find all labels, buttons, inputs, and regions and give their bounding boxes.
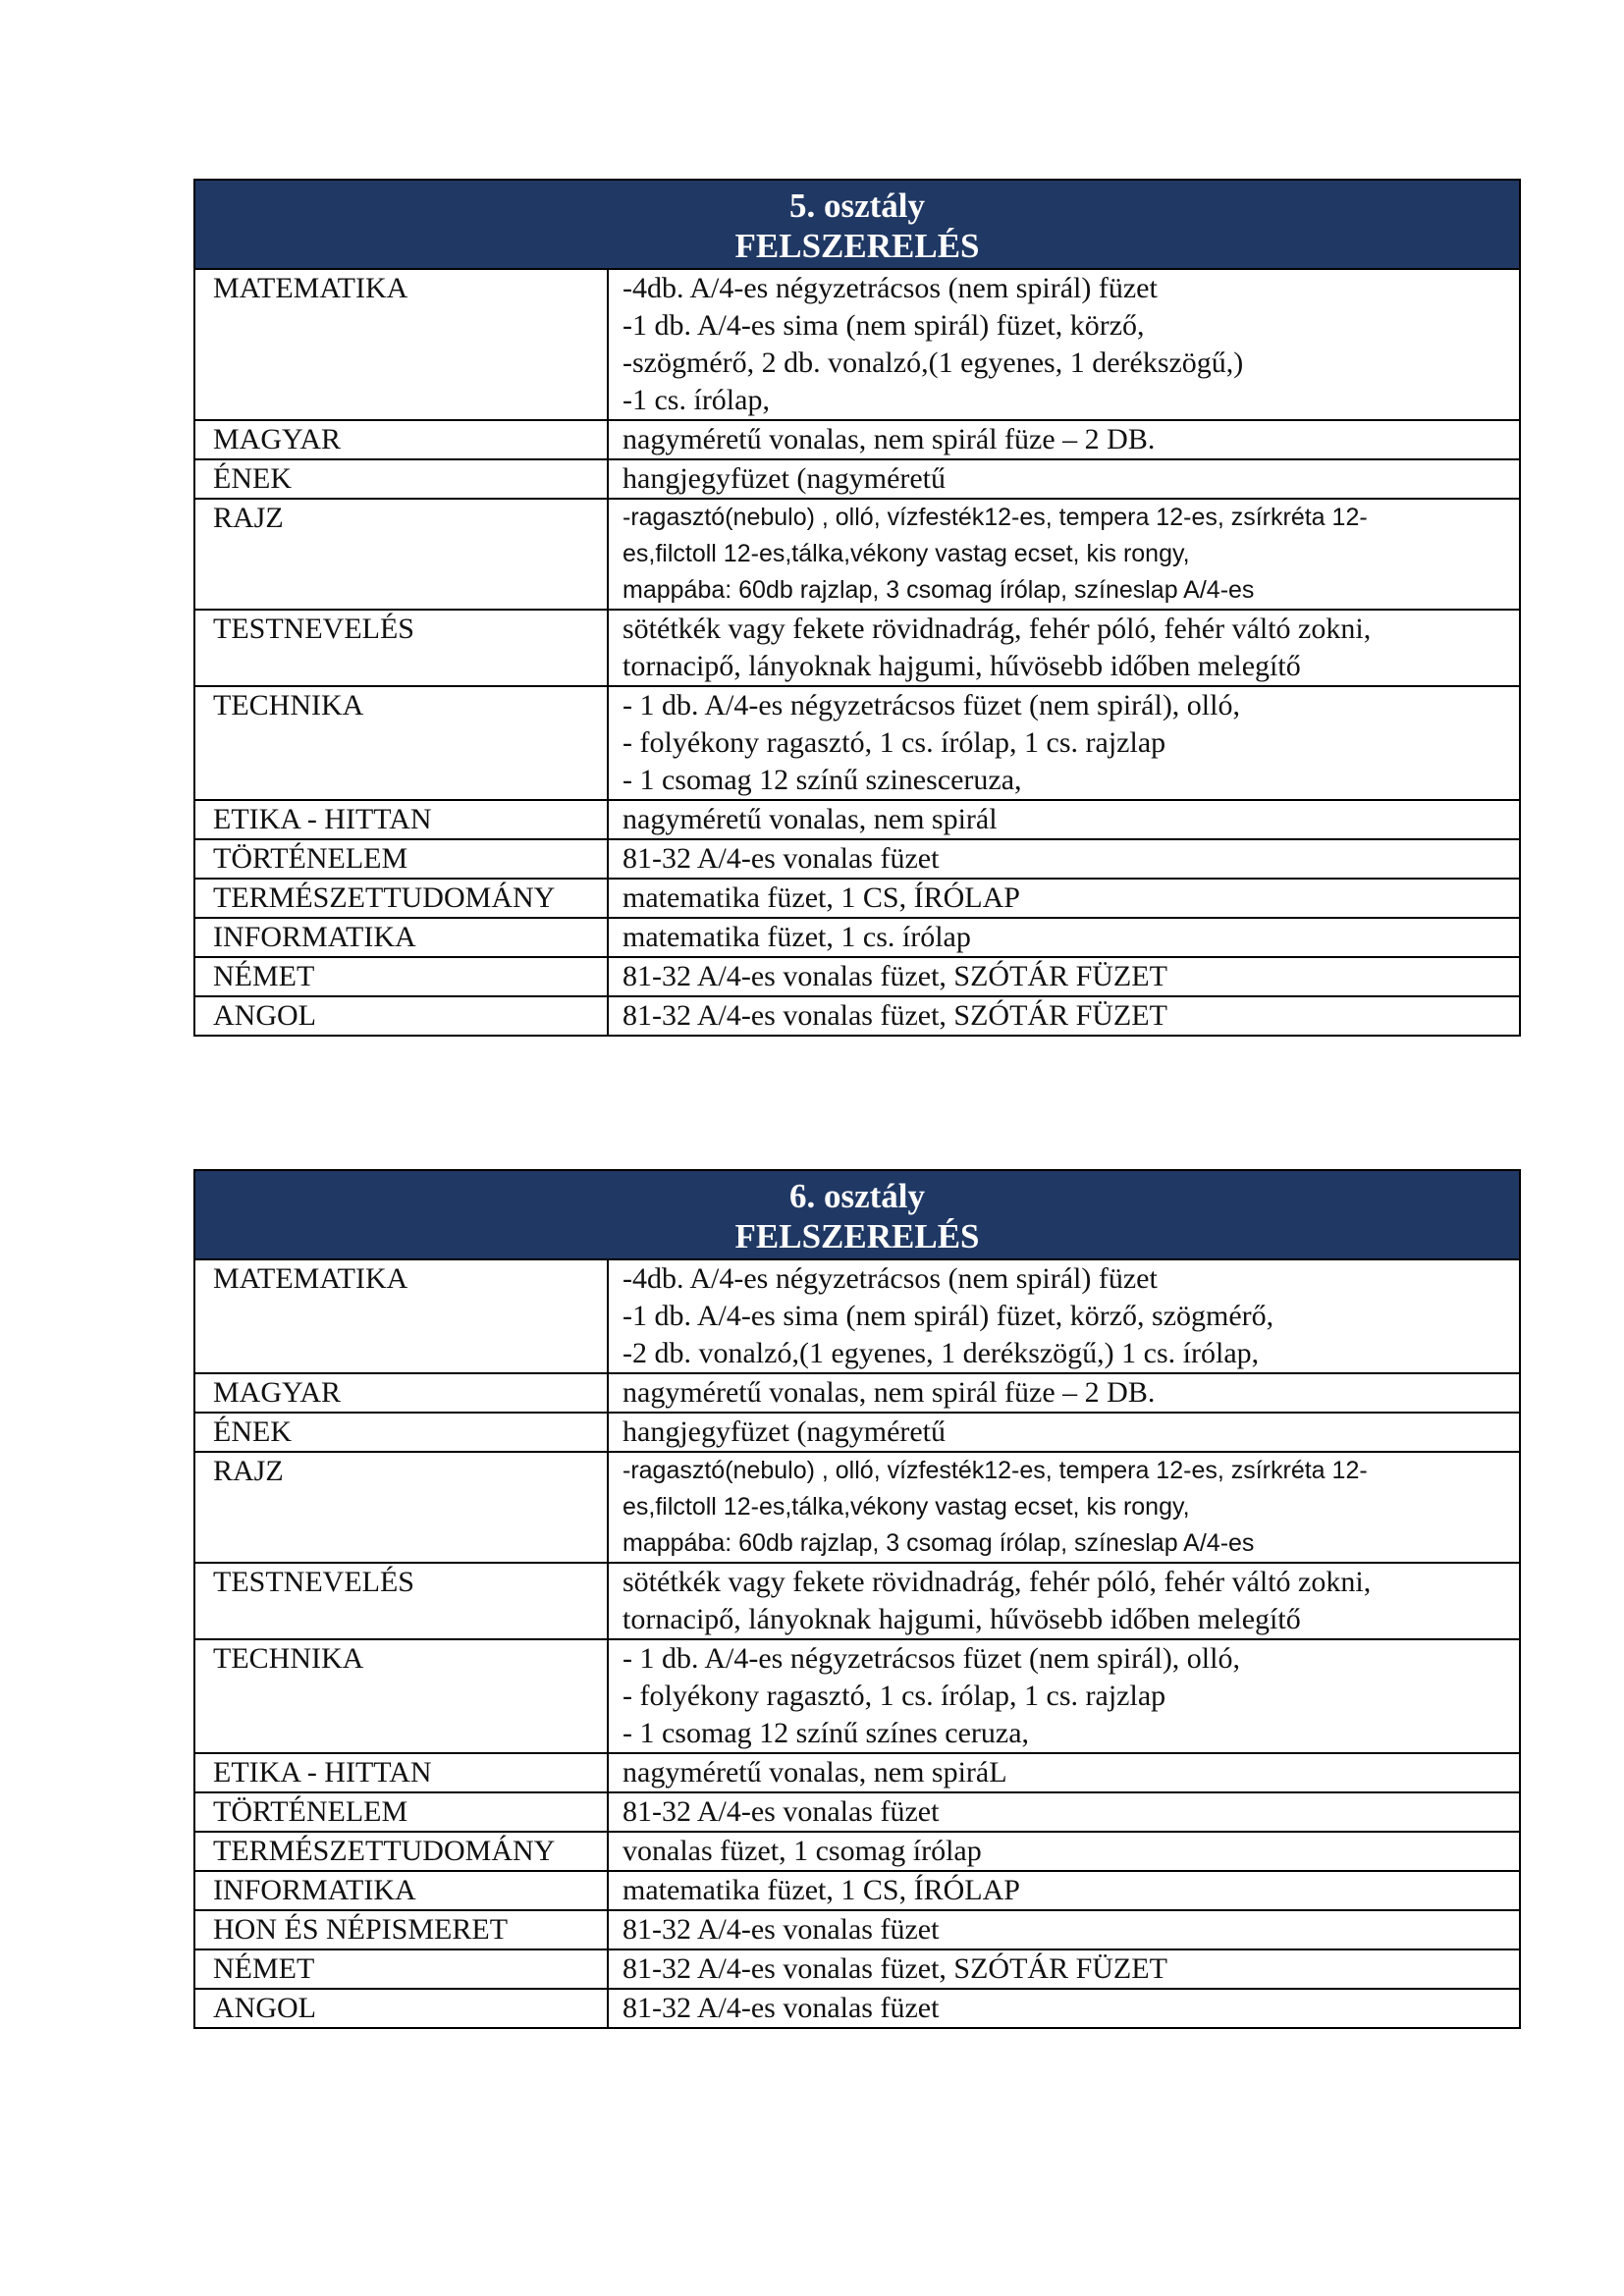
- table-header: [194, 1170, 1520, 1259]
- table-row: [194, 1639, 1520, 1753]
- item-line: nagyméretű vonalas, nem spirál füze – 2 DB.: [623, 423, 1156, 455]
- items-cell: [608, 1792, 1520, 1832]
- subject-cell: INFORMATIKA: [194, 1871, 608, 1910]
- table-row: [194, 1910, 1520, 1949]
- item-line: - folyékony ragasztó, 1 cs. írólap, 1 cs. rajzlap: [623, 726, 1166, 759]
- items-cell: [608, 1413, 1520, 1452]
- item-line: es,filctoll 12-es,tálka,vékony vastag ecset, kis rongy,: [623, 1493, 1190, 1521]
- table-row: [194, 1871, 1520, 1910]
- items-cell: [608, 1373, 1520, 1413]
- table-row: [194, 1373, 1520, 1413]
- subject-cell: TECHNIKA: [194, 686, 608, 800]
- item-line: nagyméretű vonalas, nem spirál: [623, 803, 998, 835]
- subject-cell: HON ÉS NÉPISMERET: [194, 1910, 608, 1949]
- item-line: 81-32 A/4-es vonalas füzet, SZÓTÁR FÜZET: [623, 1952, 1167, 1985]
- items-cell: [608, 996, 1520, 1036]
- subject-cell: TESTNEVELÉS: [194, 610, 608, 686]
- table-body: [194, 1259, 1520, 2028]
- table-row: [194, 686, 1520, 800]
- item-line: tornacipő, lányoknak hajgumi, hűvösebb időben melegítő: [623, 650, 1301, 682]
- items-cell: [608, 957, 1520, 996]
- table-header: [194, 180, 1520, 269]
- item-line: 81-32 A/4-es vonalas füzet: [623, 1795, 940, 1828]
- subject-cell: TERMÉSZETTUDOMÁNY: [194, 879, 608, 918]
- item-line: -4db. A/4-es négyzetrácsos (nem spirál) füzet: [623, 272, 1158, 304]
- items-cell: [608, 1910, 1520, 1949]
- items-cell: [608, 1949, 1520, 1989]
- item-line: - 1 db. A/4-es négyzetrácsos füzet (nem spirál), olló,: [623, 1642, 1240, 1675]
- table-row: [194, 1792, 1520, 1832]
- subject-cell: ANGOL: [194, 996, 608, 1036]
- subject-cell: ÉNEK: [194, 459, 608, 499]
- subject-cell: ETIKA - HITTAN: [194, 1753, 608, 1792]
- item-line: mappába: 60db rajzlap, 3 csomag írólap, színeslap A/4-es: [623, 1529, 1255, 1557]
- items-cell: [608, 420, 1520, 459]
- item-line: - folyékony ragasztó, 1 cs. írólap, 1 cs. rajzlap: [623, 1680, 1166, 1712]
- table-row: [194, 1563, 1520, 1639]
- items-cell: [608, 800, 1520, 839]
- table-body: [194, 269, 1520, 1036]
- items-cell: [608, 499, 1520, 610]
- table-row: [194, 879, 1520, 918]
- table-header-row: [194, 1170, 1520, 1259]
- subject-cell: MATEMATIKA: [194, 269, 608, 420]
- table-row: [194, 269, 1520, 420]
- grade-5-supply-table: [193, 179, 1521, 1037]
- items-cell: [608, 1259, 1520, 1373]
- table-row: [194, 459, 1520, 499]
- table-subtitle: FELSZERELÉS: [734, 1217, 980, 1255]
- item-line: nagyméretű vonalas, nem spirál füze – 2 DB.: [623, 1376, 1156, 1409]
- table-row: [194, 800, 1520, 839]
- table-row: [194, 420, 1520, 459]
- items-cell: [608, 1871, 1520, 1910]
- items-cell: [608, 269, 1520, 420]
- subject-cell: ANGOL: [194, 1989, 608, 2028]
- subject-cell: TECHNIKA: [194, 1639, 608, 1753]
- items-cell: [608, 1452, 1520, 1563]
- item-line: hangjegyfüzet (nagyméretű: [623, 1415, 947, 1448]
- subject-cell: RAJZ: [194, 1452, 608, 1563]
- item-line: -1 db. A/4-es sima (nem spirál) füzet, körző, szögmérő,: [623, 1300, 1274, 1332]
- items-cell: [608, 1639, 1520, 1753]
- item-line: -ragasztó(nebulo) , olló, vízfesték12-es, tempera 12-es, zsírkréta 12-: [623, 504, 1368, 531]
- item-line: sötétkék vagy fekete rövidnadrág, fehér póló, fehér váltó zokni,: [623, 613, 1372, 645]
- table-row: [194, 1989, 1520, 2028]
- items-cell: [608, 879, 1520, 918]
- items-cell: [608, 918, 1520, 957]
- items-cell: [608, 459, 1520, 499]
- item-line: 81-32 A/4-es vonalas füzet: [623, 1992, 940, 2024]
- table-row: [194, 996, 1520, 1036]
- subject-cell: TÖRTÉNELEM: [194, 839, 608, 879]
- table-row: [194, 1452, 1520, 1563]
- item-line: 81-32 A/4-es vonalas füzet, SZÓTÁR FÜZET: [623, 999, 1167, 1032]
- item-line: 81-32 A/4-es vonalas füzet, SZÓTÁR FÜZET: [623, 960, 1167, 992]
- item-line: -4db. A/4-es négyzetrácsos (nem spirál) füzet: [623, 1262, 1158, 1295]
- item-line: matematika füzet, 1 CS, ÍRÓLAP: [623, 1874, 1020, 1906]
- subject-cell: ÉNEK: [194, 1413, 608, 1452]
- item-line: nagyméretű vonalas, nem spiráL: [623, 1756, 1007, 1789]
- table-row: [194, 1753, 1520, 1792]
- table-subtitle: FELSZERELÉS: [734, 227, 980, 265]
- subject-cell: TÖRTÉNELEM: [194, 1792, 608, 1832]
- subject-cell: RAJZ: [194, 499, 608, 610]
- subject-cell: NÉMET: [194, 1949, 608, 1989]
- item-line: - 1 db. A/4-es négyzetrácsos füzet (nem spirál), olló,: [623, 689, 1240, 721]
- item-line: -2 db. vonalzó,(1 egyenes, 1 derékszögű,) 1 cs. írólap,: [623, 1337, 1260, 1369]
- table-header-row: [194, 180, 1520, 269]
- grade-6-supply-table: [193, 1169, 1521, 2029]
- item-line: sötétkék vagy fekete rövidnadrág, fehér póló, fehér váltó zokni,: [623, 1566, 1372, 1598]
- item-line: -1 db. A/4-es sima (nem spirál) füzet, körző,: [623, 309, 1145, 342]
- subject-cell: ETIKA - HITTAN: [194, 800, 608, 839]
- item-line: vonalas füzet, 1 csomag írólap: [623, 1835, 982, 1867]
- table-row: [194, 918, 1520, 957]
- items-cell: [608, 610, 1520, 686]
- item-line: - 1 csomag 12 színű szinesceruza,: [623, 764, 1022, 796]
- items-cell: [608, 686, 1520, 800]
- items-cell: [608, 1832, 1520, 1871]
- item-line: 81-32 A/4-es vonalas füzet: [623, 842, 940, 875]
- item-line: hangjegyfüzet (nagyméretű: [623, 462, 947, 495]
- subject-cell: INFORMATIKA: [194, 918, 608, 957]
- item-line: matematika füzet, 1 cs. írólap: [623, 921, 971, 953]
- items-cell: [608, 839, 1520, 879]
- item-line: matematika füzet, 1 CS, ÍRÓLAP: [623, 881, 1020, 914]
- subject-cell: TESTNEVELÉS: [194, 1563, 608, 1639]
- item-line: es,filctoll 12-es,tálka,vékony vastag ecset, kis rongy,: [623, 540, 1190, 567]
- item-line: -1 cs. írólap,: [623, 384, 770, 416]
- table-row: [194, 1832, 1520, 1871]
- table-row: [194, 839, 1520, 879]
- item-line: tornacipő, lányoknak hajgumi, hűvösebb időben melegítő: [623, 1603, 1301, 1635]
- grade-title: 6. osztály: [788, 1177, 926, 1215]
- item-line: 81-32 A/4-es vonalas füzet: [623, 1913, 940, 1946]
- items-cell: [608, 1563, 1520, 1639]
- items-cell: [608, 1989, 1520, 2028]
- subject-cell: TERMÉSZETTUDOMÁNY: [194, 1832, 608, 1871]
- grade-title: 5. osztály: [788, 187, 926, 225]
- table-row: [194, 499, 1520, 610]
- table-row: [194, 957, 1520, 996]
- item-line: -szögmérő, 2 db. vonalzó,(1 egyenes, 1 derékszögű,): [623, 347, 1244, 379]
- items-cell: [608, 1753, 1520, 1792]
- table-row: [194, 1413, 1520, 1452]
- item-line: - 1 csomag 12 színű színes ceruza,: [623, 1717, 1030, 1749]
- subject-cell: NÉMET: [194, 957, 608, 996]
- subject-cell: MAGYAR: [194, 420, 608, 459]
- subject-cell: MAGYAR: [194, 1373, 608, 1413]
- table-row: [194, 1259, 1520, 1373]
- item-line: mappába: 60db rajzlap, 3 csomag írólap, színeslap A/4-es: [623, 576, 1255, 604]
- item-line: -ragasztó(nebulo) , olló, vízfesték12-es, tempera 12-es, zsírkréta 12-: [623, 1457, 1368, 1484]
- table-row: [194, 610, 1520, 686]
- subject-cell: MATEMATIKA: [194, 1259, 608, 1373]
- table-row: [194, 1949, 1520, 1989]
